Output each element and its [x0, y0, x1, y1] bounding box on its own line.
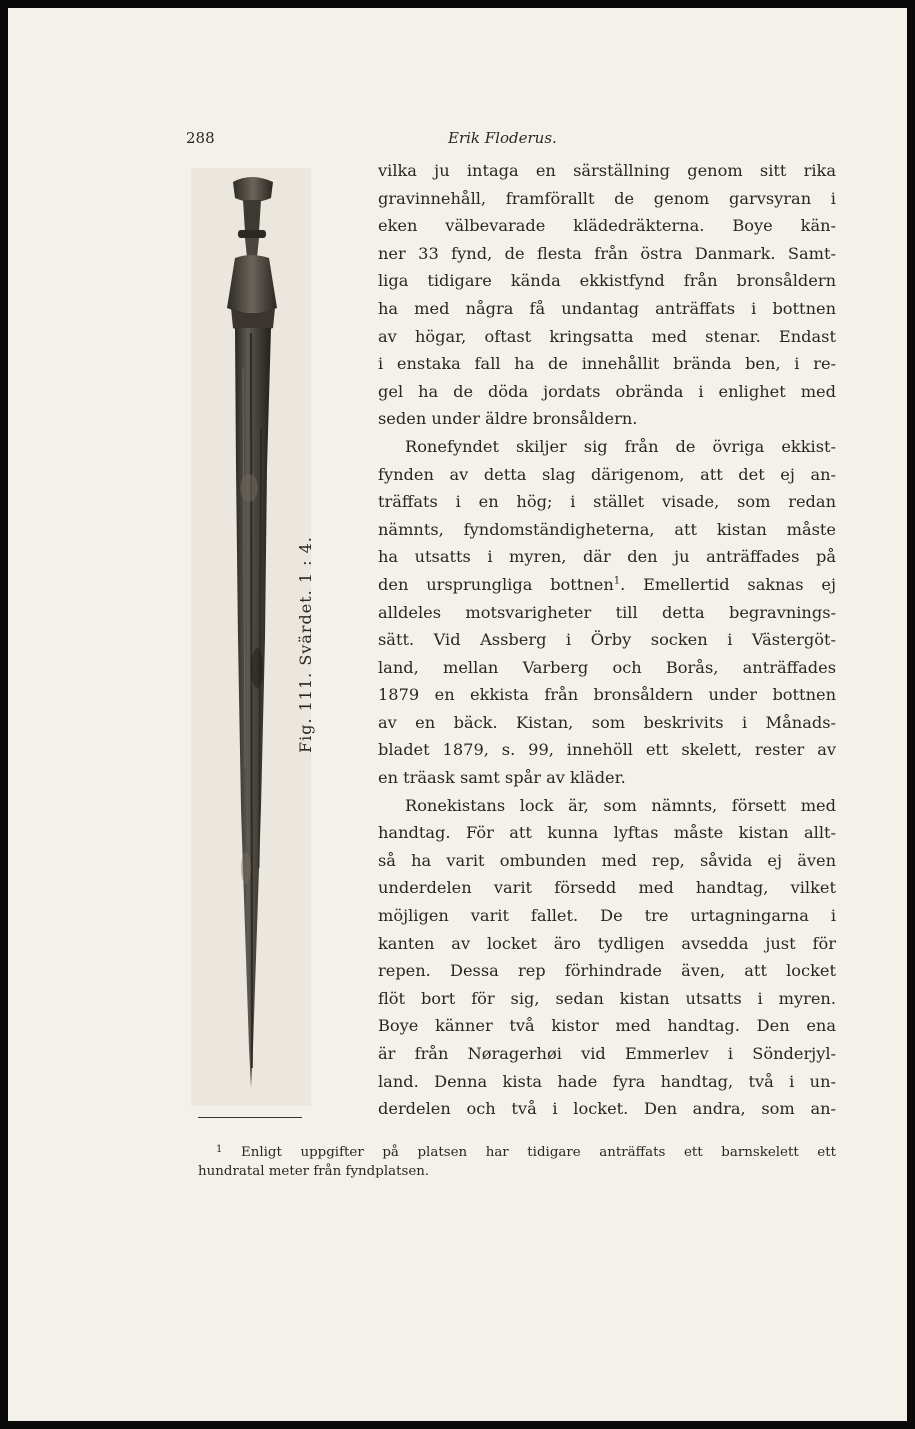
text-line: bladet 1879, s. 99, innehöll ett skelett, rester av: [378, 740, 836, 760]
text-line: Ronekistans lock är, som nämnts, försett med: [405, 795, 836, 815]
text-line: sätt. Vid Assberg i Örby socken i Västergöt-: [378, 630, 836, 650]
footnote-mark: 1: [216, 1144, 223, 1155]
text-line: Ronefyndet skiljer sig från de övriga ekkist-: [405, 436, 836, 456]
footnote-line: hundratal meter från fyndplatsen.: [198, 1164, 430, 1179]
text-line: kanten av locket äro tydligen avsedda just för: [378, 933, 836, 953]
footnote: [198, 1139, 836, 1183]
footnote-line: [198, 1139, 836, 1161]
text-line: gravinnehåll, framförallt de genom garvsyran i: [378, 188, 836, 208]
text-line-with-note: [378, 571, 836, 599]
text-line: av en bäck. Kistan, som beskrivits i Månads-: [378, 712, 836, 732]
line-tail: . Emellertid saknas ej: [620, 574, 836, 594]
footnote-text: Enligt uppgifter på platsen har tidigare anträffats ett barnskelett ett: [240, 1145, 836, 1160]
text-line: repen. Dessa rep förhindrade även, att locket: [378, 961, 836, 981]
footnote-reference: 1: [613, 575, 621, 587]
text-line: land. Denna kista hade fyra handtag, två i un-: [378, 1071, 836, 1091]
footnote-rule: [198, 1117, 302, 1118]
figure-caption: Fig. 111. Svärdet. 1 : 4.: [296, 536, 315, 753]
text-line: vilka ju intaga en särställning genom sitt rika: [378, 161, 836, 180]
text-line: derdelen och två i locket. Den andra, som an-: [378, 1099, 836, 1119]
text-line: nämnts, fyndomständigheterna, att kistan måste: [378, 519, 836, 539]
text-line: handtag. För att kunna lyftas måste kistan allt-: [378, 823, 836, 843]
text-line: alldeles motsvarigheter till detta begravnings-: [378, 602, 836, 622]
text-line: Boye känner två kistor med handtag. Den ena: [378, 1016, 836, 1036]
text-line: träffats i en hög; i stället visade, som redan: [378, 492, 836, 512]
text-line: 1879 en ekkista från bronsåldern under bottnen: [378, 685, 836, 705]
text-line: liga tidigare kända ekkistfynd från bronsåldern: [378, 271, 836, 291]
running-head: Erik Floderus.: [448, 129, 557, 147]
book-page: [8, 8, 907, 1421]
text-line: ner 33 fynd, de flesta från östra Danmark. Samt-: [378, 243, 836, 263]
text-line: är från Nøragerhøi vid Emmerlev i Sönderjyl-: [378, 1044, 836, 1063]
text-line: i enstaka fall ha de innehållit brända ben, i re-: [378, 354, 836, 374]
text-line: fynden av detta slag därigenom, att det ej an-: [378, 464, 836, 484]
text-line: eken välbevarade klädedräkterna. Boye kän-: [378, 216, 836, 236]
text-line: flöt bort för sig, sedan kistan utsatts i myren.: [378, 988, 836, 1008]
text-line: av högar, oftast kringsatta med stenar. Endast: [378, 326, 836, 346]
text-line: underdelen varit försedd med handtag, vilket: [378, 878, 836, 898]
sword-photograph: [191, 168, 311, 1106]
text-line: så ha varit ombunden med rep, såvida ej även: [378, 850, 836, 870]
text-line: land, mellan Varberg och Borås, anträffades: [378, 657, 836, 677]
line-head: den ursprungliga bottnen: [378, 574, 614, 594]
text-line: en träask samt spår av kläder.: [378, 768, 626, 788]
text-line: ha med några få undantag anträffats i bottnen: [378, 298, 836, 318]
body-text: [378, 157, 836, 1123]
sword-figure: [191, 168, 311, 1106]
text-line: seden under äldre bronsåldern.: [378, 409, 638, 429]
text-line: ha utsatts i myren, där den ju anträffades på: [378, 547, 836, 567]
page-number: 288: [186, 129, 215, 147]
text-line: möjligen varit fallet. De tre urtagningarna i: [378, 906, 836, 926]
text-line: gel ha de döda jordats obrända i enlighet med: [378, 381, 836, 401]
